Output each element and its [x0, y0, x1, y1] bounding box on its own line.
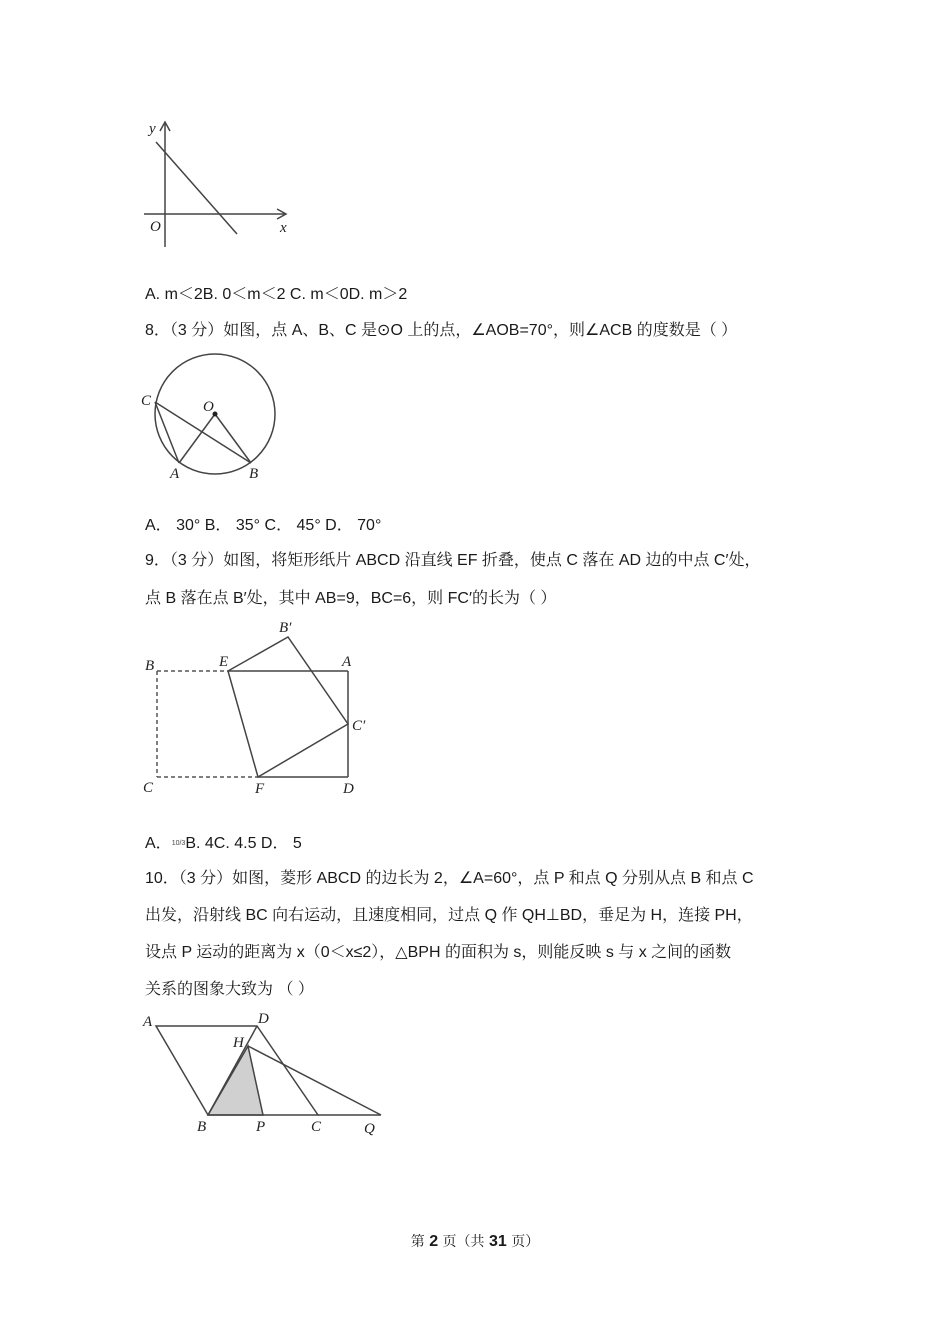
- q10-stem-line-3: 设点 P 运动的距离为 x（0＜x≤2），△BPH 的面积为 s，则能反映 s 与 x 之间的函数: [145, 944, 732, 961]
- label-b-prime: B′: [279, 620, 292, 636]
- function-line: [156, 142, 237, 234]
- label-b: B: [145, 658, 155, 674]
- q8-circle-figure: [135, 345, 285, 485]
- triangle-bph-shaded: [208, 1046, 263, 1115]
- label-x: x: [280, 220, 287, 236]
- label-f: F: [255, 781, 265, 797]
- q9-stem-line-2: 点 B 落在点 B′处，其中 AB=9，BC=6，则 FC′的长为（ ）: [145, 590, 557, 607]
- q9-fold-figure: [135, 615, 375, 800]
- q10-stem-line-2: 出发，沿射线 BC 向右运动，且速度相同，过点 Q 作 QH⊥BD，垂足为 H，连接 PH，: [145, 907, 753, 924]
- label-q: Q: [364, 1121, 375, 1137]
- label-c: C: [141, 393, 152, 409]
- q9-options-rest: B. 4C. 4.5 D． 5: [185, 835, 302, 853]
- q9-options: [145, 833, 302, 855]
- label-a: A: [170, 466, 180, 482]
- label-c: C: [143, 780, 154, 796]
- label-o: O: [203, 399, 214, 415]
- label-a: A: [143, 1014, 153, 1030]
- label-d: D: [258, 1011, 269, 1027]
- q10-stem-line-1: 10．（3 分）如图，菱形 ABCD 的边长为 2，∠A=60°，点 P 和点 Q 分别从点 B 和点 C: [145, 870, 754, 887]
- label-e: E: [219, 654, 229, 670]
- label-c-prime: C′: [352, 718, 366, 734]
- footer-middle: 页（共: [438, 1234, 489, 1250]
- q7-options: A. m＜2B. 0＜m＜2 C. m＜0D. m＞2: [145, 286, 408, 303]
- footer-page-number: 2: [429, 1233, 439, 1250]
- q9-option-a-fraction: 10/3: [171, 840, 186, 847]
- segment-qh: [248, 1046, 381, 1115]
- label-o: O: [150, 219, 161, 235]
- label-b: B: [249, 466, 259, 482]
- page-footer: [0, 1231, 950, 1251]
- label-d: D: [343, 781, 354, 797]
- q9-stem-line-1: 9．（3 分）如图，将矩形纸片 ABCD 沿直线 EF 折叠，使点 C 落在 AD 边的中点 C′处，: [145, 552, 761, 569]
- footer-prefix: 第: [410, 1234, 430, 1250]
- q10-rhombus-figure: [135, 1005, 395, 1140]
- label-c: C: [311, 1119, 322, 1135]
- q8-options: A． 30° B． 35° C． 45° D． 70°: [145, 517, 382, 534]
- footer-total-pages: 31: [489, 1233, 507, 1250]
- segment-ob: [215, 414, 251, 463]
- label-a: A: [342, 654, 352, 670]
- label-p: P: [256, 1119, 266, 1135]
- q10-stem-line-4: 关系的图象大致为 （ ）: [145, 981, 314, 998]
- label-h: H: [233, 1035, 244, 1051]
- footer-suffix: 页）: [506, 1234, 540, 1250]
- q8-stem: 8．（3 分）如图，点 A、B、C 是⊙O 上的点，∠AOB=70°，则∠ACB 的度数是（ ）: [145, 322, 738, 339]
- folded-quadrilateral: [228, 637, 348, 777]
- q9-option-a-prefix: A．: [145, 835, 172, 853]
- q7-graph-figure: [140, 115, 300, 250]
- label-y: y: [149, 121, 156, 137]
- label-b: B: [197, 1119, 207, 1135]
